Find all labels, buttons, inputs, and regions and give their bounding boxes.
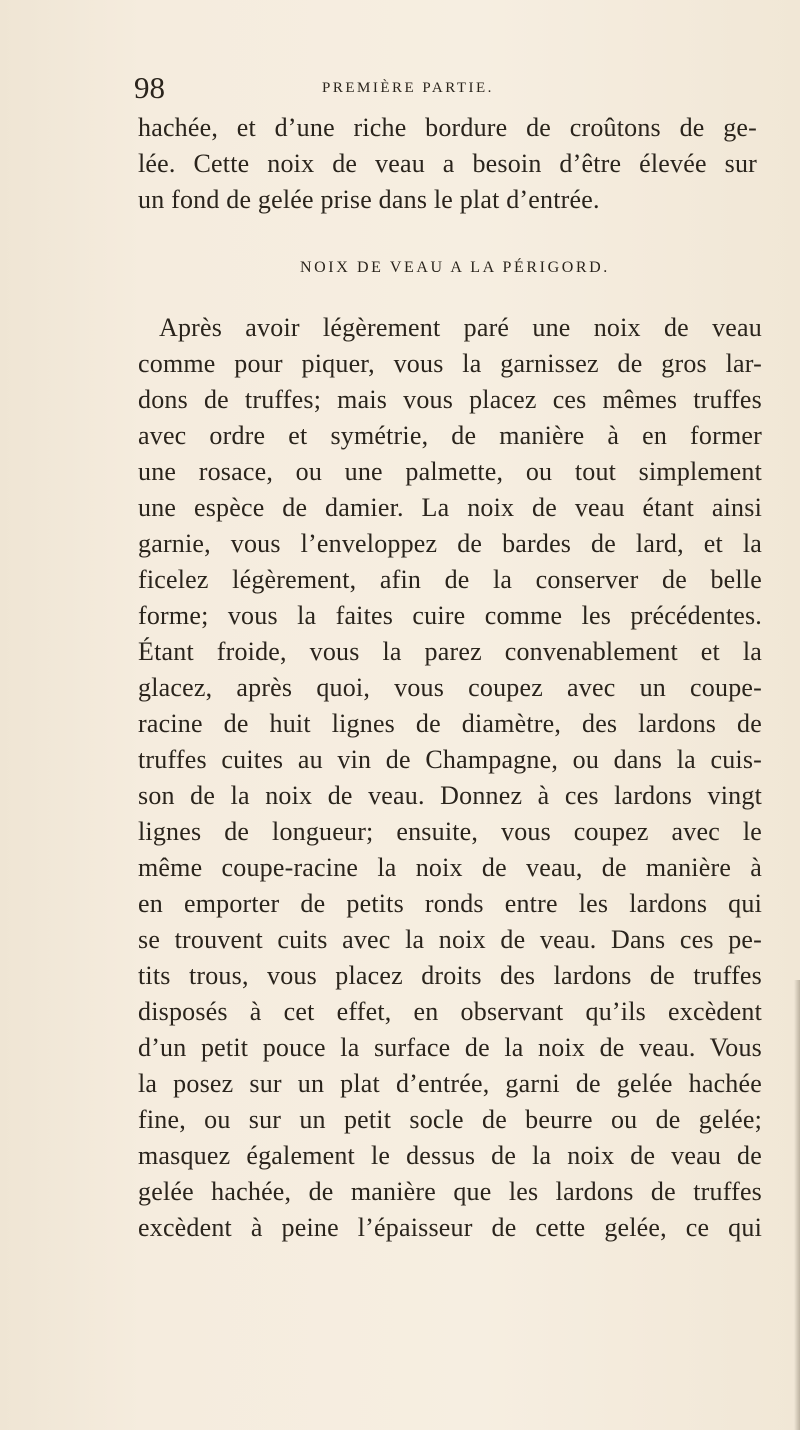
text-line: masquez également le dessus de la noix de veau de xyxy=(138,1141,762,1170)
text-line: disposés à cet effet, en observant qu’ils excèdent xyxy=(138,997,762,1026)
text-line: gelée hachée, de manière que les lardons de truffes xyxy=(138,1177,762,1206)
page-edge-shadow xyxy=(794,980,800,1430)
page-number: 98 xyxy=(134,70,165,105)
text-line: avec ordre et symétrie, de manière à en former xyxy=(138,421,762,450)
text-line: même coupe-racine la noix de veau, de manière à xyxy=(138,853,762,882)
text-line: Après avoir légèrement paré une noix de veau xyxy=(159,313,762,342)
text-line: Étant froide, vous la parez convenablement et la xyxy=(138,637,762,666)
text-line: en emporter de petits ronds entre les lardons qui xyxy=(138,889,762,918)
text-line: se trouvent cuits avec la noix de veau. Dans ces pe- xyxy=(138,925,762,954)
text-line: forme; vous la faites cuire comme les précédentes. xyxy=(138,601,762,630)
text-line: un fond de gelée prise dans le plat d’entrée. xyxy=(138,185,600,214)
text-line: une espèce de damier. La noix de veau étant ainsi xyxy=(138,493,762,522)
text-line: glacez, après quoi, vous coupez avec un coupe- xyxy=(138,673,762,702)
text-line: ficelez légèrement, afin de la conserver de belle xyxy=(138,565,762,594)
text-line: lée. Cette noix de veau a besoin d’être élevée sur xyxy=(138,149,757,178)
recipe-paragraph xyxy=(138,310,778,1246)
page-header xyxy=(134,70,734,110)
text-line: tits trous, vous placez droits des lardons de truffes xyxy=(138,961,762,990)
running-title: PREMIÈRE PARTIE. xyxy=(322,80,494,96)
intro-paragraph xyxy=(138,110,778,218)
text-line: excèdent à peine l’épaisseur de cette gelée, ce qui xyxy=(138,1213,762,1242)
text-line: truffes cuites au vin de Champagne, ou dans la cuis- xyxy=(138,745,762,774)
text-line: dons de truffes; mais vous placez ces mêmes truffes xyxy=(138,385,762,414)
text-line: racine de huit lignes de diamètre, des lardons de xyxy=(138,709,762,738)
text-line: fine, ou sur un petit socle de beurre ou de gelée; xyxy=(138,1105,762,1134)
text-line: son de la noix de veau. Donnez à ces lardons vingt xyxy=(138,781,762,810)
text-line: comme pour piquer, vous la garnissez de gros lar- xyxy=(138,349,762,378)
text-line: d’un petit pouce la surface de la noix de veau. Vous xyxy=(138,1033,762,1062)
section-heading: NOIX DE VEAU A LA PÉRIGORD. xyxy=(300,259,610,276)
text-line: hachée, et d’une riche bordure de croûtons de ge- xyxy=(138,113,757,142)
text-line: la posez sur un plat d’entrée, garni de gelée hachée xyxy=(138,1069,762,1098)
text-line: lignes de longueur; ensuite, vous coupez avec le xyxy=(138,817,762,846)
text-line: garnie, vous l’enveloppez de bardes de lard, et la xyxy=(138,529,762,558)
text-line: une rosace, ou une palmette, ou tout simplement xyxy=(138,457,762,486)
